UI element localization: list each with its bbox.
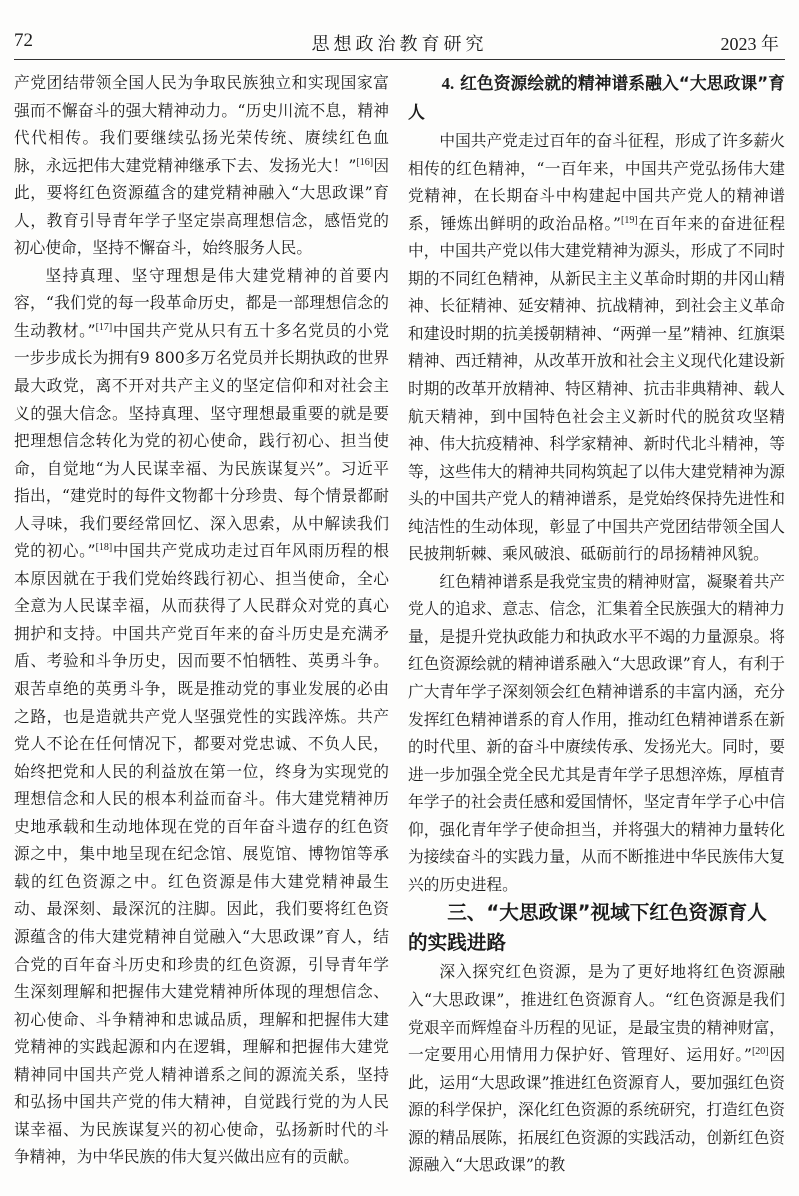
- citation-marker: [19]: [621, 214, 638, 226]
- publication-year: 2023 年: [720, 34, 779, 54]
- paragraph-text: 在百年来的奋进征程中，中国共产党以伟大建党精神为源头，形成了不同时期的不同红色精神，从新民主主义革命时期的井冈山精神、长征精神、延安精神、抗战精神，到社会主义革命和建设时期的抗美援朝精神、“两弹一星”精神、红旗渠精神、西迁精神，从改革开放和社会主义现代化建设新时期的改革开放精神、特区精神、抗击非典精神、载人航天精神，到中国特色社会主义新时代的脱贫攻坚精神、伟大抗疫精神、科学家精神、新时代北斗精神，等等，这些伟大的精神共同构筑起了以伟大建党精神为源头的中国共产党人的精神谱系，是党始终保持先进性和纯洁性的生动体现，彰显了中国共产党团结带领全国人民披荆斩棘、乘风破浪、砥砺前行的昂扬精神风貌。: [408, 213, 786, 564]
- paragraph-text: 中国共产党成功走过百年风雨历程的根本原因就在于我们党始终践行初心、担当使命，全心全意为人民谋幸福，从而获得了人民群众对党的真心拥护和支持。中国共产党百年来的奋斗历史是充满矛盾、考验和斗争历史，因而要不怕牺牲、英勇斗争。艰苦卓绝的英勇斗争，既是推动党的事业发展的必由之路，也是造就共产党人坚强党性的实践淬炼。共产党人不论在任何情况下，都要对党忠诚、不负人民，始终把党和人民的利益放在第一位，终身为实现党的理想信念和人民的根本利益而奋斗。伟大建党精神历史地承载和生动地体现在党的百年奋斗遗存的红色资源之中，集中地呈现在纪念馆、展览馆、博物馆等承载的红色资源之中。红色资源是伟大建党精神最生动、最深刻、最深沉的注脚。因此，我们要将红色资源蕴含的伟大建党精神自觉融入“大思政课”育人，结合党的百年奋斗历史和珍贵的红色资源，引导青年学生深刻理解和把握伟大建党精神所体现的理想信念、初心使命、斗争精神和忠诚品质，理解和把握伟大建党精神的实践起源和内在逻辑，理解和把握伟大建党精神同中国共产党人精神谱系之间的源流关系，坚持和弘扬中国共产党的伟大精神，自觉践行党的为人民谋幸福、为民族谋复兴的初心使命，弘扬新时代的斗争精神，为中华民族的伟大复兴做出应有的贡献。: [14, 541, 390, 1167]
- subsection-title: 红色资源绘就的精神谱系融入“大思政课”育人: [408, 73, 785, 123]
- subsection-heading: [408, 69, 785, 127]
- subsection-number: 4.: [441, 74, 455, 93]
- paragraph-text: 坚持真理、坚守理想是伟大建党精神的首要内容，“我们党的每一段革命历史，都是一部理想信念的生动教材。”: [14, 265, 389, 340]
- right-column: [408, 69, 785, 1179]
- page-number: 72: [14, 30, 33, 51]
- paragraph-text: 产党团结带领全国人民为争取民族独立和实现国家富强而不懈奋斗的强大精神动力。“历史川流不息，精神代代相传。我们要继续弘扬光荣传统、赓续红色血脉，永远把伟大建党精神继承下去、发扬光大！”: [14, 73, 389, 175]
- body-paragraph: [14, 69, 389, 262]
- paragraph-text: 因此，运用“大思政课”推进红色资源育人，要加强红色资源的科学保护，深化红色资源的系统研究，打造红色资源的精品展陈，拓展红色资源的实践活动，创新红色资源融入“大思政课”的教: [408, 1045, 786, 1175]
- citation-marker: [17]: [95, 321, 113, 333]
- paragraph-text: 深入探究红色资源，是为了更好地将红色资源融入“大思政课”，推进红色资源育人。“红色资源是我们党艰辛而辉煌奋斗历程的见证，是最宝贵的精神财富，一定要用心用情用力保护好、管理好、运用好。”: [408, 962, 785, 1065]
- body-paragraph: [14, 262, 389, 1171]
- citation-marker: [20]: [751, 1046, 769, 1058]
- journal-title: 思想政治教育研究: [311, 34, 488, 54]
- body-paragraph: [408, 127, 785, 568]
- left-column: [14, 69, 389, 1171]
- paragraph-text: 中国共产党走过百年的奋斗征程，形成了许多薪火相传的红色精神，“一百年来，中国共产党弘扬伟大建党精神，在长期奋斗中构建起中国共产党人的精神谱系，锤炼出鲜明的政治品格。”: [408, 131, 785, 233]
- citation-marker: [16]: [356, 156, 374, 168]
- body-paragraph: [408, 568, 785, 899]
- citation-marker: [18]: [95, 542, 113, 554]
- body-paragraph: [408, 958, 785, 1178]
- running-header: [0, 30, 799, 60]
- paragraph-text: 中国共产党从只有五十多名党员的小党一步步成长为拥有9 800多万名党员并长期执政的世界最大政党，离不开对共产主义的坚定信仰和对社会主义的强大信念。坚持真理、坚守理想最重要的就是要把理想信念转化为党的初心使命，践行初心、担当使命，自觉地“为人民谋幸福、为民族谋复兴”。习近平指出，“建党时的每件文物都十分珍贵、每个情景都耐人寻味，我们要经常回忆、深入思索，从中解读我们党的初心。”: [14, 320, 390, 561]
- header-rule: [14, 59, 785, 60]
- section-heading: 三、“大思政课”视域下红色资源育人的实践进路: [408, 901, 767, 955]
- paragraph-text: 红色精神谱系是我党宝贵的精神财富，凝聚着共产党人的追求、意志、信念，汇集着全民族强大的精神力量，是提升党执政能力和执政水平不竭的力量源泉。将红色资源绘就的精神谱系融入“大思政课”育人，有利于广大青年学子深刻领会红色精神谱系的丰富内涵，充分发挥红色精神谱系的育人作用，推动红色精神谱系在新的时代里、新的奋斗中赓续传承、发扬光大。同时，要进一步加强全党全民尤其是青年学子思想淬炼，厚植青年学子的社会责任感和爱国情怀，坚定青年学子心中信仰，强化青年学子使命担当，并将强大的精神力量转化为接续奋斗的实践力量，从而不断推进中华民族伟大复兴的历史进程。: [408, 571, 785, 894]
- paragraph-text: 因此，要将红色资源蕴含的建党精神融入“大思政课”育人，教育引导青年学子坚定崇高理想信念，感悟党的初心使命，坚持不懈奋斗，始终服务人民。: [14, 155, 390, 258]
